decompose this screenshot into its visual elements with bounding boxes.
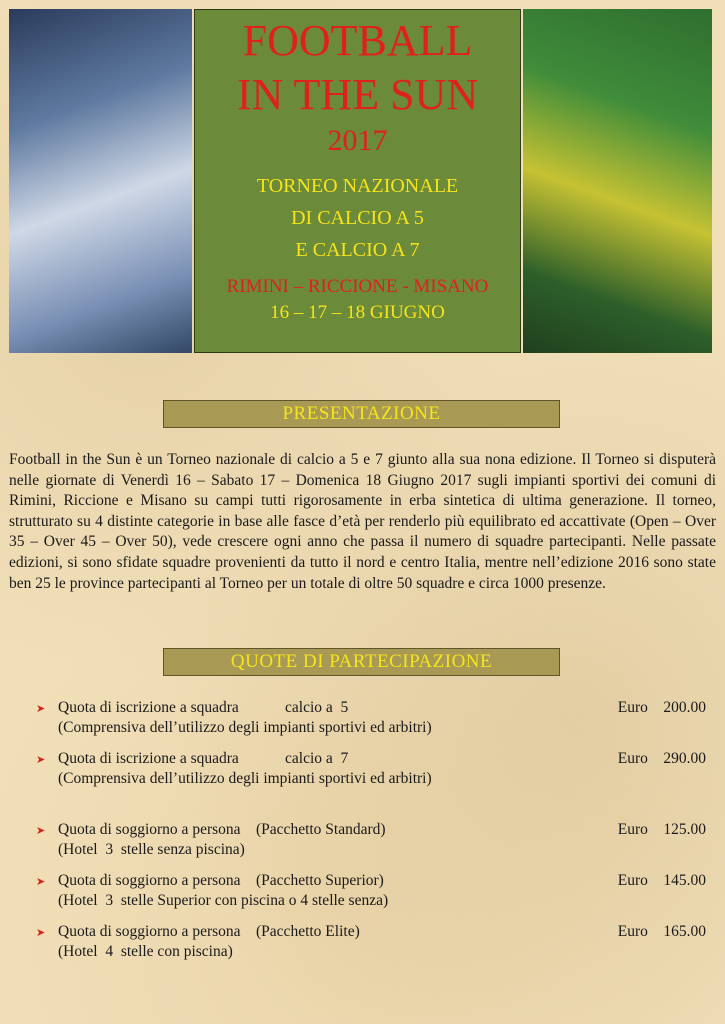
subtitle-line1: TORNEO NAZIONALE	[256, 175, 459, 197]
arrow-bullet-icon: ➤	[36, 876, 46, 888]
event-dates: 16 – 17 – 18 GIUGNO	[270, 302, 445, 323]
quote-price: Euro 290.00	[617, 750, 706, 767]
event-year: 2017	[327, 124, 388, 157]
quote-calc: calcio a 5	[285, 699, 349, 716]
quote-label: Quota di soggiorno a persona (Pacchetto Elite)	[58, 923, 360, 940]
header-banner	[9, 9, 712, 353]
quote-note: (Comprensiva dell’utilizzo degli impianti sportivi ed arbitri)	[58, 770, 432, 787]
quote-note: (Hotel 3 stelle senza piscina)	[58, 841, 245, 858]
quote-label: Quota di soggiorno a persona (Pacchetto Superior)	[58, 872, 384, 889]
quote-price: Euro 200.00	[617, 699, 706, 716]
quote-note: (Hotel 3 stelle Superior con piscina o 4 stelle senza)	[58, 892, 389, 909]
quote-price: Euro 125.00	[617, 821, 706, 838]
fan-photo-right	[523, 9, 712, 353]
arrow-bullet-icon: ➤	[36, 825, 46, 837]
arrow-bullet-icon: ➤	[36, 703, 46, 715]
presentation-heading: PRESENTAZIONE	[163, 400, 560, 428]
subtitle-line2: DI CALCIO A 5	[291, 207, 424, 229]
quote-item	[36, 820, 706, 860]
quote-label: Quota di iscrizione a squadra	[58, 750, 239, 767]
quote-note: (Comprensiva dell’utilizzo degli impianti sportivi ed arbitri)	[58, 719, 432, 736]
quote-price: Euro 145.00	[617, 872, 706, 889]
event-locations: RIMINI – RICCIONE - MISANO	[226, 276, 489, 297]
subtitle-line3: E CALCIO A 7	[295, 239, 420, 261]
quote-note: (Hotel 4 stelle con piscina)	[58, 943, 233, 960]
quote-label: Quota di soggiorno a persona (Pacchetto Standard)	[58, 821, 386, 838]
event-title-line2: IN THE SUN	[236, 70, 479, 119]
quote-label: Quota di iscrizione a squadra	[58, 699, 239, 716]
event-title-line1: FOOTBALL	[242, 16, 473, 65]
title-panel	[194, 9, 521, 353]
quote-price: Euro 165.00	[617, 923, 706, 940]
fan-photo-left	[9, 9, 192, 353]
quote-item	[36, 749, 706, 789]
quotes-heading: QUOTE DI PARTECIPAZIONE	[163, 648, 560, 676]
presentation-text: Football in the Sun è un Torneo nazionale di calcio a 5 e 7 giunto alla sua nona edizione. Il Torneo si disputerà nelle giornate di Venerdì 16 – Sabato 17 – Domenica 18 Giugno 2017 sugli impianti sportivi dei comuni di Rimini, Riccione e Misano su campi tutti rigorosamente in erba sintetica di ultima generazione. Il torneo, strutturato su 4 distinte categorie in base alle fasce d’età per renderlo più equilibrato ed accattivate (Open – Over 35 – Over 45 – Over 50), vede crescere ogni anno che passa il numero di squadre partecipanti. Nelle passate edizioni, si sono sfidate squadre provenienti da tutto il nord e centro Italia, mentre nell’edizione 2016 sono state ben 25 le province partecipanti al Torneo per un totale di oltre 50 squadre e circa 1000 presenze.	[9, 451, 716, 592]
quote-item	[36, 871, 706, 911]
arrow-bullet-icon: ➤	[36, 927, 46, 939]
arrow-bullet-icon: ➤	[36, 754, 46, 766]
quote-calc: calcio a 7	[285, 750, 349, 767]
quote-item	[36, 698, 706, 738]
quote-item	[36, 922, 706, 962]
